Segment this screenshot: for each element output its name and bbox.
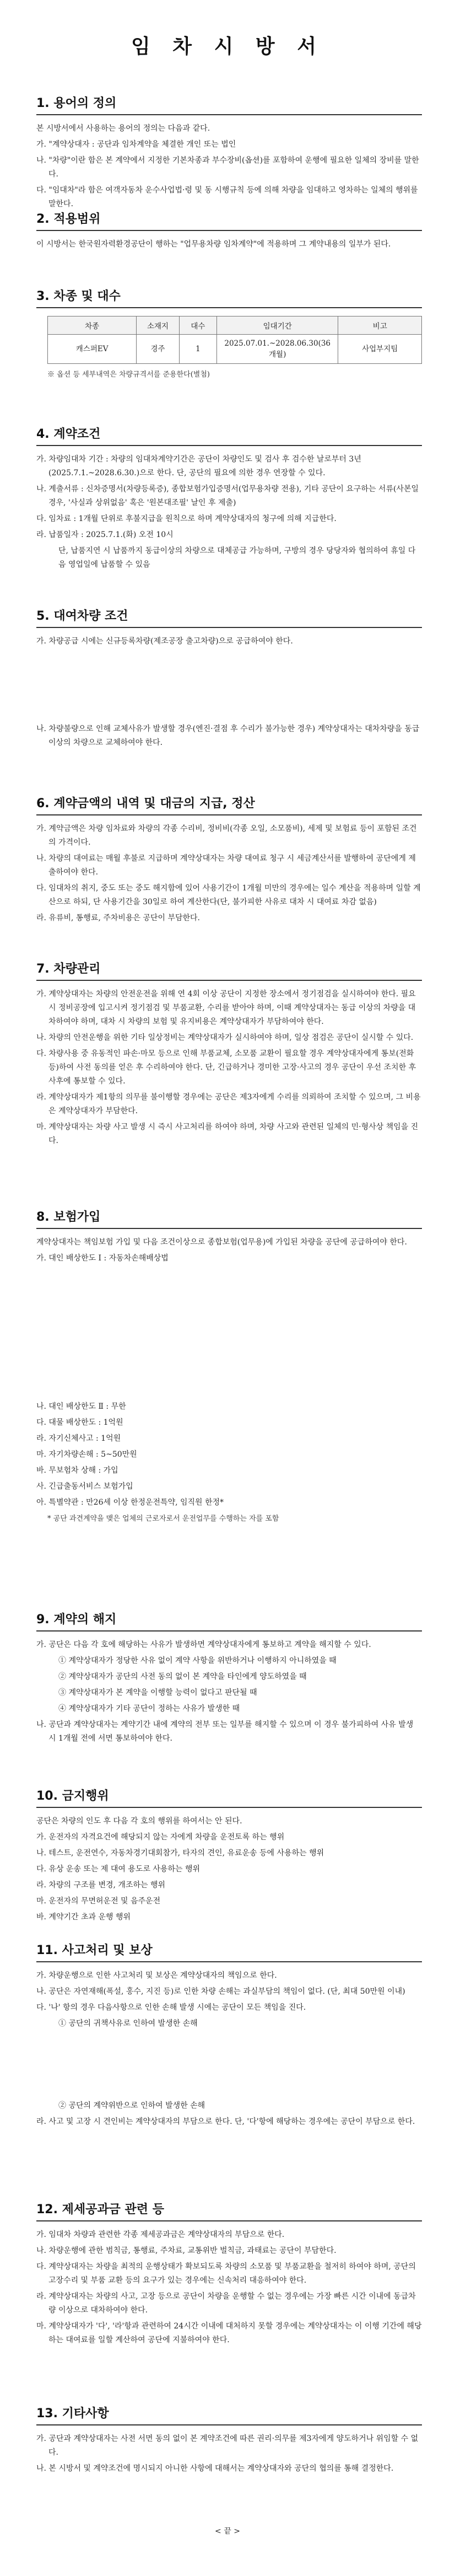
column-header: 소재지	[137, 316, 179, 335]
section-heading: 5. 대여차량 조건	[36, 607, 422, 628]
paragraph: 다. 임대차의 취지, 중도 또는 중도 해지함에 있어 사용기간이 1개월 미만의 경우에는 일수 계산을 적용하며 일할 계산으로 하되, 단 사용기간을 30일로 하여 계산한다(단, 불가피한 사유로 대차 시 대여료 차감 없음)	[36, 884, 421, 906]
paragraph: 단, 납품지연 시 납품까지 동급이상의 차량으로 대체공급 가능하며, 구방의 경우 당당자와 협의하여 휴일 다음 영업일에 납품할 수 있음	[58, 546, 416, 569]
section-payment	[36, 794, 422, 927]
paragraph: 다. 임차료 : 1개월 단위로 후불지급을 원칙으로 하며 계약상대자의 청구에 의해 지급한다.	[36, 514, 337, 523]
paragraph: 아. 특별약관 : 만26세 이상 한정운전특약, 임직원 한정*	[36, 1498, 224, 1507]
paragraph: ① 공단의 귀책사유로 인하여 발생한 손해	[58, 2019, 198, 2028]
paragraph: 바. 무보험차 상해 : 가입	[36, 1466, 118, 1475]
paragraph: 다. '나' 항의 경우 다음사항으로 인한 손해 발생 시에는 공단이 모든 책임을 진다.	[36, 2003, 306, 2012]
section-heading: 11. 사고처리 및 보상	[36, 1941, 422, 1962]
paragraph: 라. 계약상대자가 제1항의 의무를 불이행할 경우에는 공단은 제3자에게 수리를 의뢰하여 조치할 수 있으며, 그 비용은 계약상대자가 부담한다.	[36, 1093, 421, 1115]
paragraph: 가. 차량운행으로 인한 사고처리 및 보상은 계약상대자의 책임으로 한다.	[36, 1971, 277, 1980]
paragraph: 라. 차량의 구조를 변경, 개조하는 행위	[36, 1881, 166, 1890]
section-taxes	[36, 2200, 422, 2349]
paragraph: 가. 계약상대자는 차량의 안전운전을 위해 연 4회 이상 공단이 지정한 장소에서 정기점검을 실시하여야 한다. 필요시 정비공장에 입고시켜 정기점검 및 부품교환, 수리를 받아야 하며, 이때 계약상대자는 동급 이상의 차량을 대차하여야 하며, 대차 시 차량의 보험 및 유지비용은 계약상대자가 부담하여야 한다.	[36, 990, 416, 1026]
table-cell: 경주	[137, 335, 179, 364]
paragraph: 공단은 차량의 인도 후 다음 각 호의 행위를 하여서는 안 된다.	[36, 1817, 242, 1826]
column-header: 임대기간	[216, 316, 338, 335]
paragraph: 라. 자기신체사고 : 1억원	[36, 1434, 121, 1443]
paragraph: 다. 계약상대자는 차량을 최적의 운행상태가 확보되도록 차량의 소모품 및 부품교환을 철저히 하여야 하며, 공단의 고장수리 및 부품 교환 등의 요구가 있는 경우에는 신속처리 대응하여야 한다.	[36, 2262, 416, 2285]
vehicle-table	[47, 316, 422, 364]
section-heading: 3. 차종 및 대수	[36, 287, 422, 308]
table-row	[48, 335, 422, 364]
paragraph: ② 계약상대자가 공단의 사전 동의 없이 본 계약을 타인에게 양도하였을 때	[58, 1672, 307, 1681]
section-heading: 9. 계약의 해지	[36, 1610, 422, 1632]
paragraph: ④ 계약상대자가 기타 공단이 정하는 사유가 발생한 때	[58, 1704, 240, 1713]
paragraph: 계약상대자는 책임보험 가입 및 다음 조건이상으로 종합보험(업무용)에 가입된 차량을 공단에 공급하여야 한다.	[36, 1238, 407, 1247]
paragraph: 마. 운전자의 무면허운전 및 음주운전	[36, 1897, 161, 1906]
section-heading: 4. 계약조건	[36, 425, 422, 446]
column-header: 비고	[338, 316, 422, 335]
paragraph: 가. 운전자의 자격요건에 해당되지 않는 자에게 차량을 운전토록 하는 행위	[36, 1833, 285, 1842]
section-definitions	[36, 94, 422, 213]
paragraph: 다. 대물 배상한도 : 1억원	[36, 1418, 123, 1427]
paragraph: 가. 차량공급 시에는 신규등록차량(제조공장 출고차량)으로 공급하여야 한다.	[36, 637, 293, 646]
paragraph: 나. 차량운행에 관한 범칙금, 통행료, 주차료, 교통위반 벌칙금, 과태료는 공단이 부담한다.	[36, 2246, 337, 2255]
paragraph: 다. "임대차"라 함은 여객자동차 운수사업법·령 및 동 시행규칙 등에 의해 차량을 임대하고 영차하는 일체의 행위를 말한다.	[36, 186, 418, 208]
section-heading: 10. 금지행위	[36, 1786, 422, 1808]
paragraph: 나. 차량불량으로 인해 교체사유가 발생할 경우(엔진·결점 후 수리가 불가능한 경우) 계약상대자는 대차차량을 동급 이상의 차량으로 교체하여야 한다.	[36, 724, 420, 747]
table-cell: 캐스퍼EV	[48, 335, 137, 364]
paragraph: 나. 본 시방서 및 계약조건에 명시되지 아니한 사항에 대해서는 계약상대자와 공단의 협의를 통해 결정한다.	[36, 2464, 394, 2473]
paragraph: 라. 계약상대자는 차량의 사고, 고장 등으로 공단이 차량을 운행할 수 없는 경우에는 가장 빠른 시간 이내에 동급차량 이상으로 대차하여야 한다.	[36, 2292, 416, 2315]
paragraph: 다. 유상 운송 또는 제 대여 용도로 사용하는 행위	[36, 1865, 201, 1874]
paragraph: 이 시방서는 한국원자력환경공단이 행하는 "업무용차량 임차계약"에 적용하며 그 계약내용의 일부가 된다.	[36, 240, 391, 249]
section-rental-vehicle	[36, 607, 422, 752]
section-scope	[36, 210, 422, 254]
section-heading: 2. 적용범위	[36, 210, 422, 231]
section-vehicle	[36, 287, 422, 379]
column-header: 차종	[48, 316, 137, 335]
section-heading: 7. 차량관리	[36, 959, 422, 981]
paragraph: 나. 차량의 대여료는 매월 후불로 지급하며 계약상대자는 차량 대여료 청구 시 세금계산서를 발행하여 공단에게 제출하여야 한다.	[36, 854, 416, 877]
paragraph: ① 계약상대자가 정당한 사유 없이 계약 사항을 위반하거나 이행하지 아니하였을 때	[58, 1656, 337, 1665]
table-cell: 1	[179, 335, 216, 364]
section-heading: 1. 용어의 정의	[36, 94, 422, 115]
paragraph: ③ 계약상대자가 본 계약을 이행할 능력이 없다고 판단될 때	[58, 1688, 257, 1697]
document-end-mark: < 끝 >	[215, 2527, 240, 2536]
paragraph: 나. 공단과 계약상대자는 계약기간 내에 계약의 전부 또는 일부를 해지할 수 있으며 이 경우 불가피하여 사유 발생 시 1개월 전에 서면 통보하여야 한다.	[36, 1720, 414, 1743]
table-note: ※ 옵션 등 세부내역은 차량규격서를 준용한다(별첨)	[47, 371, 210, 379]
section-insurance	[36, 1208, 422, 1528]
paragraph: 가. 차량임대차 기간 : 차량의 임대차계약기간은 공단이 차량인도 및 검사 후 검수한 날로부터 3년(2025.7.1.~2028.6.30.)으로 한다. 단, 공단의 필요에 의한 경우 연장할 수 있다.	[36, 455, 361, 477]
section-prohibited	[36, 1786, 422, 1926]
section-heading: 13. 기타사항	[36, 2404, 422, 2425]
section-heading: 12. 제세공과금 관련 등	[36, 2200, 422, 2221]
paragraph: 나. 대인 배상한도 Ⅱ : 무한	[36, 1402, 126, 1411]
table-header-row	[48, 316, 422, 335]
paragraph: 마. 자기차량손해 : 5~50만원	[36, 1450, 137, 1459]
paragraph: 마. 계약상대자는 차량 사고 발생 시 즉시 사고처리를 하여야 하며, 차량 사고와 관련된 일체의 민·형사상 책임을 진다.	[36, 1123, 419, 1145]
paragraph: 바. 계약기간 초과 운행 행위	[36, 1913, 131, 1922]
paragraph: 가. 계약금액은 차량 임차료와 차량의 각종 수리비, 정비비(각종 오일, 소모품비), 세제 및 보험료 등이 포함된 조건의 가격이다.	[36, 824, 417, 847]
column-header: 대수	[179, 316, 216, 335]
paragraph: 가. 공단과 계약상대자는 사전 서면 동의 없이 본 계약조건에 따른 권리·의무를 제3자에게 양도하거나 위임할 수 없다.	[36, 2434, 419, 2457]
table-cell: 2025.07.01.~2028.06.30(36개월)	[216, 335, 338, 364]
paragraph: 마. 계약상대자가 '다', '라'항과 관련하여 24시간 이내에 대처하지 못할 경우에는 계약상대자는 이 이행 기간에 해당하는 대여료를 일할 계산하여 공단에 지불하여야 한다.	[36, 2322, 422, 2344]
paragraph: 나. 테스트, 운전연수, 자동차경기대회참가, 타자의 견인, 유료운송 등에 사용하는 행위	[36, 1849, 324, 1858]
paragraph: 나. 계출서류 : 신차증명서(차량등록증), 종합보험가입증명서(업무용차량 전용), 기타 공단이 요구하는 서류(사본일 경우, '사실과 상위없음' 혹은 '원본대조필' 날인 후 제출)	[36, 485, 419, 507]
paragraph: 라. 유류비, 통행료, 주차비용은 공단이 부담한다.	[36, 914, 201, 922]
paragraph: 본 시방서에서 사용하는 용어의 정의는 다음과 같다.	[36, 124, 210, 133]
paragraph: 라. 사고 및 고장 시 견인비는 계약상대자의 부담으로 한다. 단, '다'항에 해당하는 경우에는 공단이 부담으로 한다.	[36, 2117, 415, 2126]
table-cell: 사업부지팀	[338, 335, 422, 364]
paragraph: 가. 임대차 차량과 관련한 각종 제세공과금은 계약상대자의 부담으로 한다.	[36, 2230, 285, 2239]
paragraph: 사. 긴급출동서비스 보험가입	[36, 1482, 133, 1491]
section-heading: 6. 계약금액의 내역 및 대금의 지급, 정산	[36, 794, 422, 815]
paragraph: 나. 차량의 안전운행을 위한 기타 일상정비는 계약상대자가 실시하여야 하며, 일상 점검은 공단이 실시할 수 있다.	[36, 1033, 414, 1042]
paragraph: 다. 차량사용 중 유동적인 파손·마모 등으로 인해 부품교체, 소모품 교환이 필요할 경우 계약상대자에게 통보(전화 등)하여 사전 동의를 얻은 후 수리하여야 한다. 단, 긴급하거나 경미한 고장·사고의 경우 공단이 우선 조치한 후 사후에 통보할 수 있다.	[36, 1049, 416, 1086]
paragraph: 가. 공단은 다음 각 호에 해당하는 사유가 발생하면 계약상대자에게 통보하고 계약을 해지할 수 있다.	[36, 1640, 371, 1649]
paragraph: 가. "계약상대자 : 공단과 임차계약을 체결한 개인 또는 법인	[36, 140, 236, 149]
section-accident	[36, 1941, 422, 2131]
paragraph: 라. 납품일자 : 2025.7.1.(화) 오전 10시	[36, 530, 174, 539]
section-contract-terms	[36, 425, 422, 574]
document-title: 임 차 시 방 서	[131, 35, 324, 58]
section-vehicle-management	[36, 959, 422, 1150]
paragraph: 나. 공단은 자연재해(폭설, 홍수, 지진 등)로 인한 차량 손해는 과실부담의 책임이 없다. (단, 최대 50만원 이내)	[36, 1987, 405, 1996]
paragraph: 가. 대인 배상한도 Ⅰ : 자동차손해배상법	[36, 1254, 169, 1263]
paragraph: ② 공단의 계약위반으로 인하여 발생한 손해	[58, 2101, 205, 2110]
section-misc	[36, 2404, 422, 2478]
paragraph: 나. "차량"이란 함은 본 계약에서 지정한 기본차종과 부수장비(옵션)를 포함하여 운행에 필요한 일체의 장비를 말한다.	[36, 156, 419, 179]
section-termination	[36, 1610, 422, 1748]
paragraph: * 공단 과견계약을 맺은 업체의 근로자로서 운전업무를 수행하는 자를 포함	[47, 1515, 279, 1523]
section-heading: 8. 보험가입	[36, 1208, 422, 1229]
